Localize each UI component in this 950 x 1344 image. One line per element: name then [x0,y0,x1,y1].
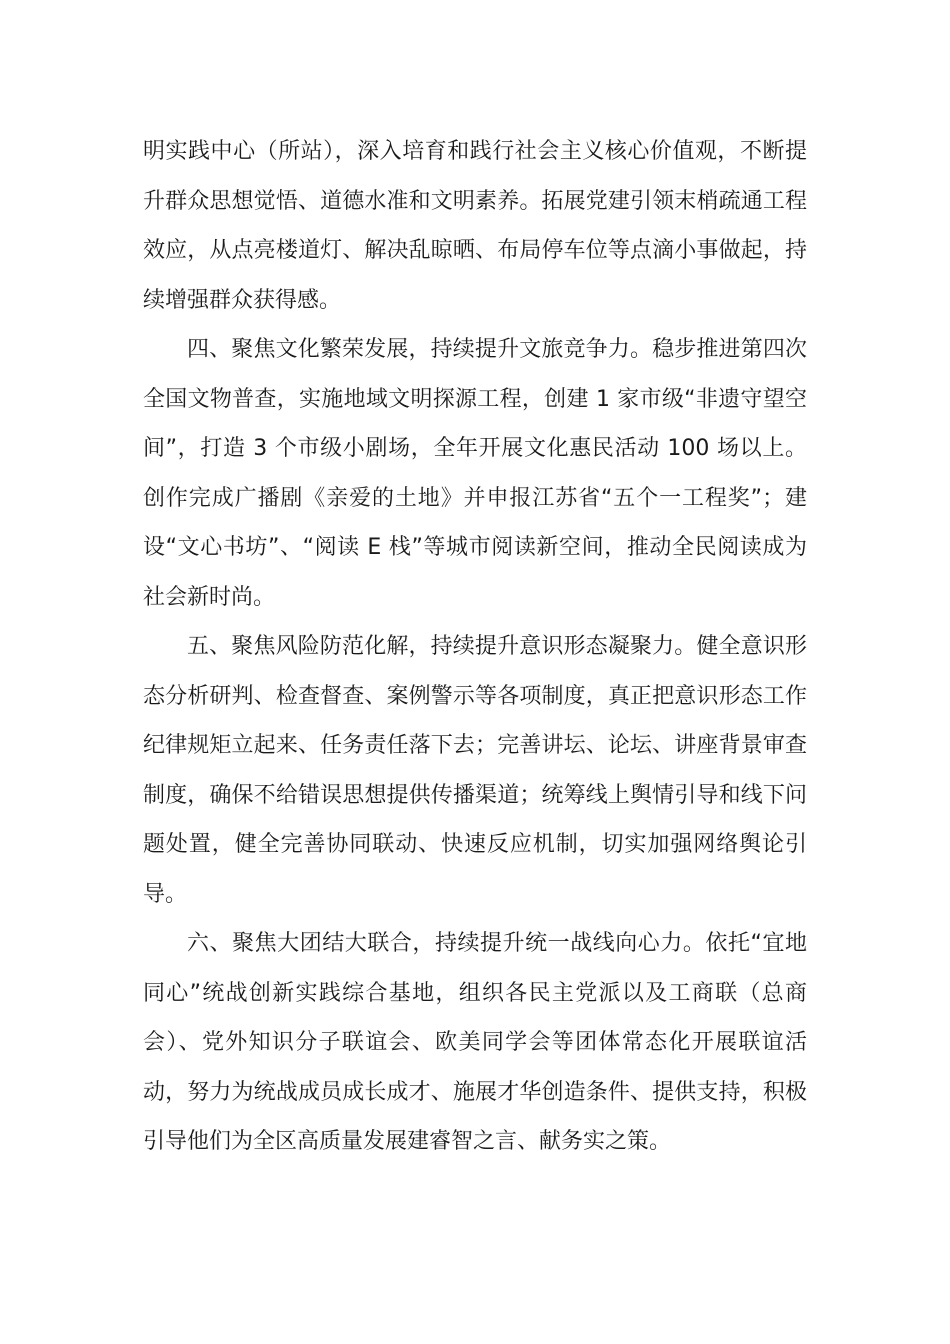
paragraph-section-six: 六、聚焦大团结大联合，持续提升统一战线向心力。依托“宜地同心”统战创新实践综合基地，组织各民主党派以及工商联（总商会）、党外知识分子联谊会、欧美同学会等团体常态化开展联谊活动，努力为统战成员成长成才、施展才华创造条件、提供支持，积极引导他们为全区高质量发展建睿智之言、献务实之策。 [143,931,807,1154]
paragraph-section-four: 四、聚焦文化繁荣发展，持续提升文旅竞争力。稳步推进第四次全国文物普查，实施地域文明探源工程，创建 1 家市级“非遗守望空间”，打造 3 个市级小剧场，全年开展文化惠民活动 100 场以上。创作完成广播剧《亲爱的土地》并申报江苏省“五个一工程奖”；建设“文心书坊”、“阅读 E 栈”等城市阅读新空间，推动全民阅读成为社会新时尚。 [143,337,807,610]
paragraph-section-five: 五、聚焦风险防范化解，持续提升意识形态凝聚力。健全意识形态分析研判、检查督查、案例警示等各项制度，真正把意识形态工作纪律规矩立起来、任务责任落下去；完善讲坛、论坛、讲座背景审查制度，确保不给错误思想提供传播渠道；统筹线上舆情引导和线下问题处置，健全完善协同联动、快速反应机制，切实加强网络舆论引导。 [143,634,807,907]
document-body [143,127,807,1167]
paragraph-continuation: 明实践中心（所站），深入培育和践行社会主义核心价值观，不断提升群众思想觉悟、道德水准和文明素养。拓展党建引领末梢疏通工程效应，从点亮楼道灯、解决乱晾晒、布局停车位等点滴小事做起，持续增强群众获得感。 [143,139,807,313]
